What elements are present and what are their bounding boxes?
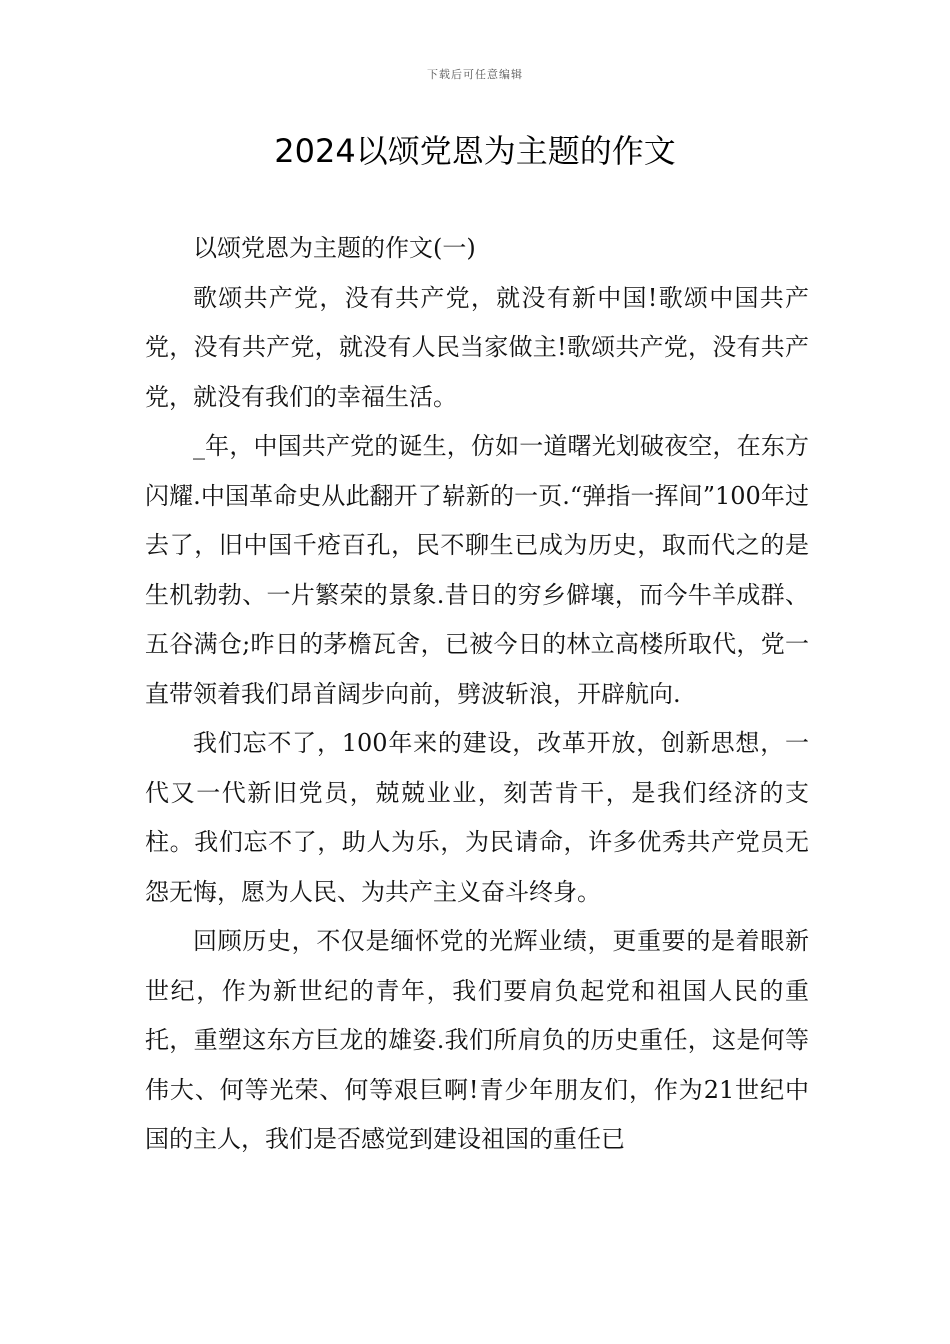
paragraph-subtitle: 以颂党恩为主题的作文(一) [193,234,476,262]
document-title: 2024以颂党恩为主题的作文 [274,132,676,170]
paragraph: 我们忘不了，100年来的建设，改革开放，创新思想，一代又一代新旧党员，兢兢业业，刻苦肯干，是我们经济的支柱。我们忘不了，助人为乐，为民请命，许多优秀共产党员无怨无悔，愿为人民、为共产主义奋斗终身。 [145,729,809,906]
paragraph: 歌颂共产党，没有共产党，就没有新中国!歌颂中国共产党，没有共产党，就没有人民当家做主!歌颂共产党，没有共产党，就没有我们的幸福生活。 [145,283,809,411]
paragraph: 回顾历史，不仅是缅怀党的光辉业绩，更重要的是着眼新世纪，作为新世纪的青年，我们要肩负起党和祖国人民的重托，重塑这东方巨龙的雄姿.我们所肩负的历史重任，这是何等伟大、何等光荣、何等艰巨啊!青少年朋友们，作为21世纪中国的主人，我们是否感觉到建设祖国的重任已 [145,927,809,1153]
document-body [145,224,809,1165]
paragraph: _年，中国共产党的诞生，仿如一道曙光划破夜空，在东方闪耀.中国革命史从此翻开了崭新的一页.“弹指一挥间”100年过去了，旧中国千疮百孔，民不聊生已成为历史，取而代之的是生机勃勃、一片繁荣的景象.昔日的穷乡僻壤，而今牛羊成群、五谷满仓;昨日的茅檐瓦舍，已被今日的林立高楼所取代，党一直带领着我们昂首阔步向前，劈波斩浪，开辟航向. [145,432,809,708]
header-note: 下载后可任意编辑 [427,68,523,81]
